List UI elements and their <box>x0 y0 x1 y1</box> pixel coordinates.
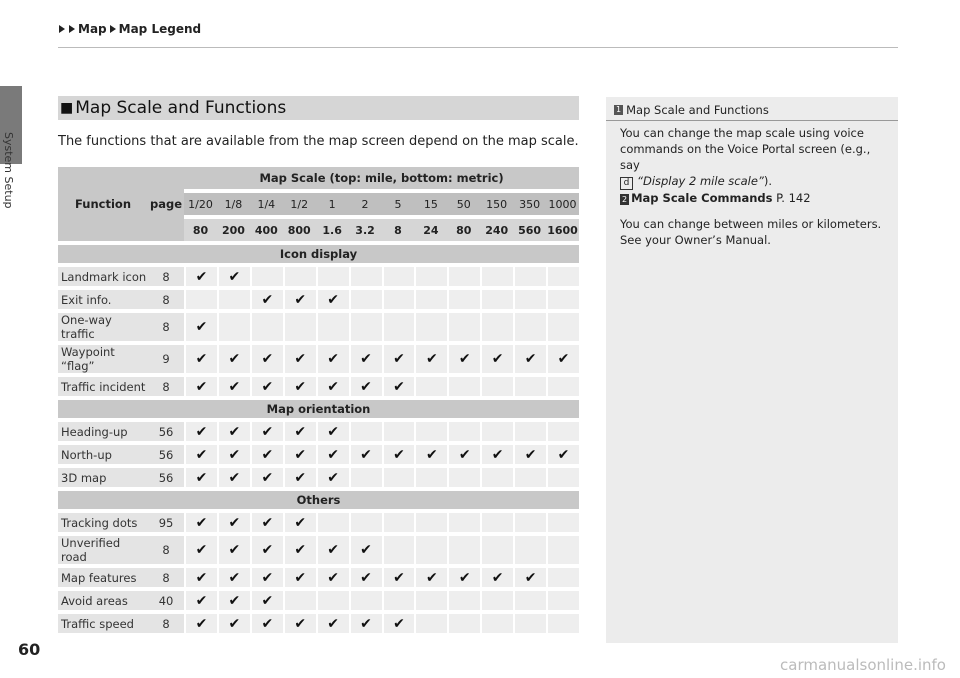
check-icon: ✔ <box>382 614 415 633</box>
empty-cell <box>480 614 513 633</box>
check-icon: ✔ <box>217 614 250 633</box>
check-icon: ✔ <box>480 445 513 464</box>
check-icon: ✔ <box>283 377 316 396</box>
page-cell: 8 <box>148 377 184 396</box>
check-icon: ✔ <box>217 513 250 532</box>
check-icon: ✔ <box>217 422 250 441</box>
empty-cell <box>513 536 546 564</box>
note-paragraph-voice <box>620 125 892 206</box>
scale-metric-cell: 1.6 <box>316 219 349 241</box>
check-icon: ✔ <box>447 568 480 587</box>
table-row <box>58 377 579 396</box>
function-table <box>58 163 579 637</box>
page-cell: 8 <box>148 536 184 564</box>
note-divider <box>606 120 898 121</box>
check-icon: ✔ <box>250 290 283 309</box>
feature-cell: Traffic speed <box>58 614 148 633</box>
page-cell: 95 <box>148 513 184 532</box>
check-icon: ✔ <box>316 468 349 487</box>
scale-mile-cell: 1/4 <box>250 193 283 215</box>
check-icon: ✔ <box>250 377 283 396</box>
side-note <box>606 97 898 643</box>
check-icon: ✔ <box>217 591 250 610</box>
empty-cell <box>414 513 447 532</box>
empty-cell <box>546 422 579 441</box>
check-icon: ✔ <box>250 614 283 633</box>
page-cell: 56 <box>148 445 184 464</box>
intro-text: The functions that are available from the map screen depend on the map scale. <box>58 134 579 149</box>
empty-cell <box>283 591 316 610</box>
check-icon: ✔ <box>283 568 316 587</box>
feature-cell: Exit info. <box>58 290 148 309</box>
check-icon: ✔ <box>513 568 546 587</box>
check-icon: ✔ <box>217 267 250 286</box>
scale-metric-cell: 8 <box>382 219 415 241</box>
empty-cell <box>480 267 513 286</box>
group-heading: Icon display <box>58 245 579 263</box>
note-text: You can change the map scale using voice commands on the Voice Portal screen (e.g., say <box>620 126 871 172</box>
scale-metric-cell: 200 <box>217 219 250 241</box>
empty-cell <box>316 591 349 610</box>
scale-mile-cell: 150 <box>480 193 513 215</box>
table-row <box>58 468 579 487</box>
check-icon: ✔ <box>283 468 316 487</box>
check-icon: ✔ <box>217 536 250 564</box>
check-icon: ✔ <box>382 345 415 373</box>
check-icon: ✔ <box>184 267 217 286</box>
feature-cell: Heading-up <box>58 422 148 441</box>
check-icon: ✔ <box>184 536 217 564</box>
breadcrumb-item-map[interactable]: Map <box>78 22 107 36</box>
check-icon: ✔ <box>217 345 250 373</box>
empty-cell <box>414 468 447 487</box>
empty-cell <box>382 513 415 532</box>
note-paragraph-units: You can change between miles or kilometers. See your Owner’s Manual. <box>620 217 882 247</box>
feature-cell: Avoid areas <box>58 591 148 610</box>
check-icon: ✔ <box>184 468 217 487</box>
empty-cell <box>414 377 447 396</box>
voice-command-icon: d <box>620 177 633 190</box>
check-icon: ✔ <box>513 345 546 373</box>
check-icon: ✔ <box>382 568 415 587</box>
check-icon: ✔ <box>250 536 283 564</box>
check-icon: ✔ <box>184 513 217 532</box>
note-title-text: Map Scale and Functions <box>626 103 769 117</box>
table-row <box>58 591 579 610</box>
empty-cell <box>349 313 382 341</box>
empty-cell <box>217 290 250 309</box>
chapter-label: System Setup <box>2 132 15 209</box>
function-table-body <box>58 245 579 633</box>
empty-cell <box>283 313 316 341</box>
scale-metric-cell: 3.2 <box>349 219 382 241</box>
check-icon: ✔ <box>250 422 283 441</box>
empty-cell <box>316 513 349 532</box>
table-row <box>58 536 579 564</box>
check-icon: ✔ <box>414 345 447 373</box>
page-cell: 8 <box>148 313 184 341</box>
scale-mile-cell: 5 <box>382 193 415 215</box>
table-row <box>58 568 579 587</box>
check-icon: ✔ <box>382 445 415 464</box>
table-row <box>58 513 579 532</box>
check-icon: ✔ <box>316 445 349 464</box>
page-header: page <box>148 167 184 241</box>
empty-cell <box>513 377 546 396</box>
check-icon: ✔ <box>349 345 382 373</box>
check-icon: ✔ <box>217 377 250 396</box>
empty-cell <box>447 377 480 396</box>
check-icon: ✔ <box>250 591 283 610</box>
watermark: carmanualsonline.info <box>780 656 946 674</box>
reference-link[interactable]: Map Scale Commands <box>631 191 773 205</box>
check-icon: ✔ <box>349 536 382 564</box>
reference-arrow-icon: 2 <box>622 195 628 204</box>
empty-cell <box>513 267 546 286</box>
section-title: Map Scale and Functions <box>75 98 287 118</box>
empty-cell <box>480 290 513 309</box>
header-divider <box>58 47 898 48</box>
empty-cell <box>546 377 579 396</box>
scale-metric-cell: 1600 <box>546 219 579 241</box>
check-icon: ✔ <box>184 422 217 441</box>
empty-cell <box>414 591 447 610</box>
empty-cell <box>513 313 546 341</box>
page-cell: 8 <box>148 614 184 633</box>
scale-mile-cell: 1/8 <box>217 193 250 215</box>
page-cell: 56 <box>148 422 184 441</box>
scale-mile-cell: 350 <box>513 193 546 215</box>
check-icon: ✔ <box>184 313 217 341</box>
check-icon: ✔ <box>217 568 250 587</box>
empty-cell <box>546 591 579 610</box>
scale-metric-cell: 80 <box>184 219 217 241</box>
table-row <box>58 345 579 373</box>
function-header: Function <box>58 167 148 241</box>
chevron-right-icon <box>69 25 75 33</box>
check-icon: ✔ <box>447 345 480 373</box>
square-bullet-icon: ■ <box>60 100 74 116</box>
check-icon: ✔ <box>546 345 579 373</box>
chevron-right-icon <box>110 25 116 33</box>
scale-metric-cell: 24 <box>414 219 447 241</box>
empty-cell <box>349 513 382 532</box>
empty-cell <box>382 591 415 610</box>
check-icon: ✔ <box>316 377 349 396</box>
scale-mile-cell: 1/2 <box>283 193 316 215</box>
empty-cell <box>283 267 316 286</box>
empty-cell <box>447 422 480 441</box>
empty-cell <box>447 591 480 610</box>
check-icon: ✔ <box>480 568 513 587</box>
empty-cell <box>480 591 513 610</box>
check-icon: ✔ <box>283 345 316 373</box>
note-body <box>620 125 892 258</box>
check-icon: ✔ <box>283 614 316 633</box>
empty-cell <box>546 313 579 341</box>
table-row <box>58 267 579 286</box>
empty-cell <box>480 313 513 341</box>
empty-cell <box>447 468 480 487</box>
check-icon: ✔ <box>283 422 316 441</box>
table-row <box>58 422 579 441</box>
scale-metric-cell: 560 <box>513 219 546 241</box>
empty-cell <box>480 377 513 396</box>
empty-cell <box>513 614 546 633</box>
note-title <box>614 103 769 117</box>
check-icon: ✔ <box>250 345 283 373</box>
check-icon: ✔ <box>184 345 217 373</box>
empty-cell <box>382 267 415 286</box>
note-text-end: ). <box>763 174 773 188</box>
empty-cell <box>414 422 447 441</box>
empty-cell <box>250 267 283 286</box>
scale-mile-cell: 1000 <box>546 193 579 215</box>
empty-cell <box>382 422 415 441</box>
empty-cell <box>447 513 480 532</box>
scale-mile-cell: 2 <box>349 193 382 215</box>
check-icon: ✔ <box>316 290 349 309</box>
check-icon: ✔ <box>513 445 546 464</box>
check-icon: ✔ <box>283 536 316 564</box>
empty-cell <box>349 267 382 286</box>
empty-cell <box>349 468 382 487</box>
feature-cell: Map features <box>58 568 148 587</box>
empty-cell <box>546 513 579 532</box>
feature-cell: North-up <box>58 445 148 464</box>
check-icon: ✔ <box>250 468 283 487</box>
group-heading: Map orientation <box>58 400 579 418</box>
group-row <box>58 400 579 418</box>
empty-cell <box>447 614 480 633</box>
empty-cell <box>414 267 447 286</box>
scale-mile-cell: 1/20 <box>184 193 217 215</box>
check-icon: ✔ <box>316 345 349 373</box>
page-cell: 8 <box>148 290 184 309</box>
empty-cell <box>513 591 546 610</box>
page-number: 60 <box>18 640 41 659</box>
scale-mile-cell: 15 <box>414 193 447 215</box>
check-icon: ✔ <box>250 513 283 532</box>
scale-mile-cell: 50 <box>447 193 480 215</box>
scale-mile-cell: 1 <box>316 193 349 215</box>
feature-cell: 3D map <box>58 468 148 487</box>
empty-cell <box>447 290 480 309</box>
empty-cell <box>447 267 480 286</box>
empty-cell <box>184 290 217 309</box>
feature-cell: Waypoint “flag” <box>58 345 148 373</box>
table-row <box>58 290 579 309</box>
feature-cell: One-way traffic <box>58 313 148 341</box>
check-icon: ✔ <box>283 290 316 309</box>
breadcrumb <box>58 22 201 36</box>
check-icon: ✔ <box>349 614 382 633</box>
empty-cell <box>382 468 415 487</box>
check-icon: ✔ <box>316 422 349 441</box>
check-icon: ✔ <box>480 345 513 373</box>
empty-cell <box>316 267 349 286</box>
check-icon: ✔ <box>546 445 579 464</box>
check-icon: ✔ <box>349 568 382 587</box>
check-icon: ✔ <box>316 536 349 564</box>
check-icon: ✔ <box>217 445 250 464</box>
check-icon: ✔ <box>250 568 283 587</box>
empty-cell <box>217 313 250 341</box>
empty-cell <box>447 313 480 341</box>
check-icon: ✔ <box>283 513 316 532</box>
empty-cell <box>349 290 382 309</box>
empty-cell <box>316 313 349 341</box>
check-icon: ✔ <box>414 568 447 587</box>
check-icon: ✔ <box>283 445 316 464</box>
check-icon: ✔ <box>349 445 382 464</box>
check-icon: ✔ <box>184 591 217 610</box>
empty-cell <box>382 536 415 564</box>
scale-metric-cell: 240 <box>480 219 513 241</box>
page-cell: 9 <box>148 345 184 373</box>
reference-page: P. 142 <box>776 191 811 205</box>
empty-cell <box>349 591 382 610</box>
scale-metric-cell: 80 <box>447 219 480 241</box>
page-cell: 56 <box>148 468 184 487</box>
breadcrumb-item-map-legend[interactable]: Map Legend <box>118 22 202 36</box>
empty-cell <box>414 290 447 309</box>
scale-header: Map Scale (top: mile, bottom: metric) <box>184 167 579 189</box>
empty-cell <box>513 290 546 309</box>
group-row <box>58 245 579 263</box>
chevron-right-icon <box>59 25 65 33</box>
empty-cell <box>480 513 513 532</box>
check-icon: ✔ <box>349 377 382 396</box>
empty-cell <box>250 313 283 341</box>
group-row <box>58 491 579 509</box>
check-icon: ✔ <box>414 445 447 464</box>
check-icon: ✔ <box>316 614 349 633</box>
empty-cell <box>414 313 447 341</box>
empty-cell <box>480 468 513 487</box>
section-heading <box>58 96 579 120</box>
page-cell: 40 <box>148 591 184 610</box>
empty-cell <box>513 422 546 441</box>
check-icon: ✔ <box>316 568 349 587</box>
empty-cell <box>382 290 415 309</box>
scale-metric-cell: 800 <box>283 219 316 241</box>
check-icon: ✔ <box>184 377 217 396</box>
check-icon: ✔ <box>447 445 480 464</box>
feature-cell: Unverified road <box>58 536 148 564</box>
table-row <box>58 445 579 464</box>
empty-cell <box>480 422 513 441</box>
feature-cell: Landmark icon <box>58 267 148 286</box>
empty-cell <box>546 468 579 487</box>
scale-metric-cell: 400 <box>250 219 283 241</box>
check-icon: ✔ <box>184 614 217 633</box>
voice-command-text: “Display 2 mile scale” <box>637 174 764 188</box>
empty-cell <box>546 267 579 286</box>
empty-cell <box>546 568 579 587</box>
empty-cell <box>414 536 447 564</box>
check-icon: ✔ <box>184 568 217 587</box>
empty-cell <box>382 313 415 341</box>
table-row <box>58 313 579 341</box>
empty-cell <box>513 468 546 487</box>
empty-cell <box>447 536 480 564</box>
check-icon: ✔ <box>250 445 283 464</box>
check-icon: ✔ <box>382 377 415 396</box>
page-cell: 8 <box>148 267 184 286</box>
empty-cell <box>546 290 579 309</box>
empty-cell <box>546 536 579 564</box>
empty-cell <box>513 513 546 532</box>
empty-cell <box>414 614 447 633</box>
page-cell: 8 <box>148 568 184 587</box>
empty-cell <box>349 422 382 441</box>
group-heading: Others <box>58 491 579 509</box>
note-number-badge: 1 <box>616 105 622 114</box>
empty-cell <box>546 614 579 633</box>
feature-cell: Traffic incident <box>58 377 148 396</box>
empty-cell <box>480 536 513 564</box>
feature-cell: Tracking dots <box>58 513 148 532</box>
table-row <box>58 614 579 633</box>
check-icon: ✔ <box>217 468 250 487</box>
check-icon: ✔ <box>184 445 217 464</box>
